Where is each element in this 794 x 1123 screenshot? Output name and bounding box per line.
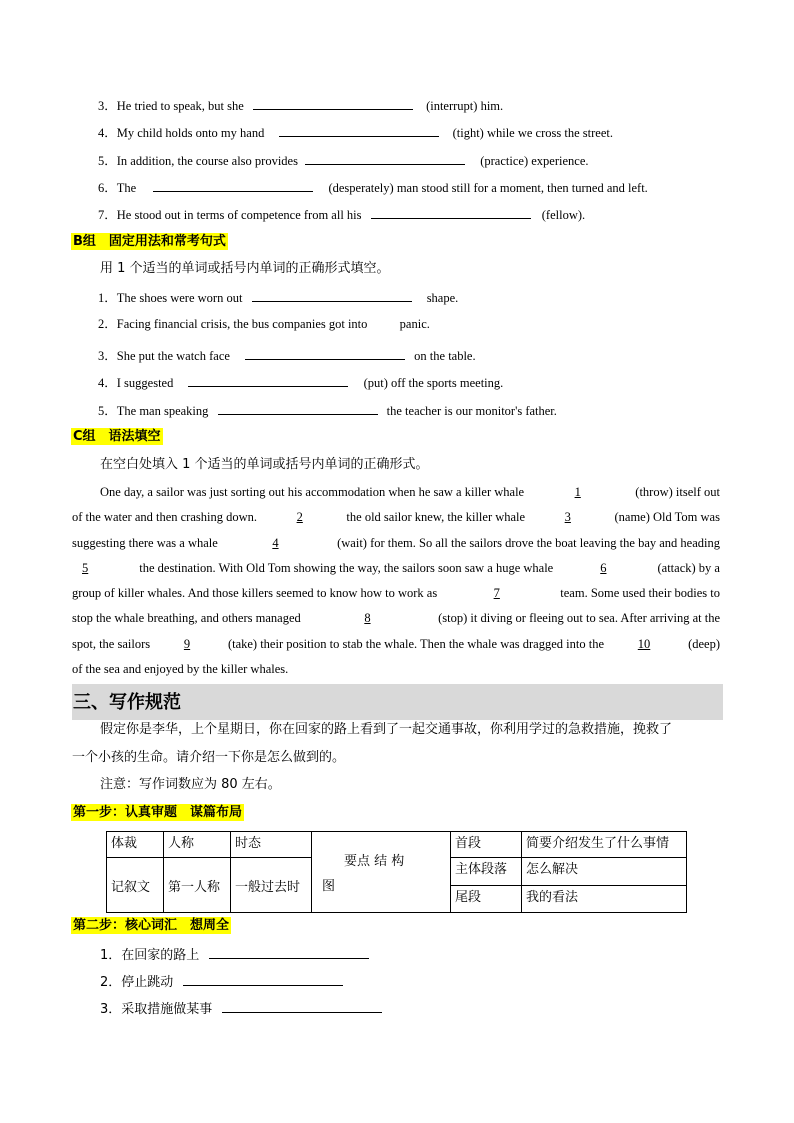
cloze-blank-number[interactable]: 6 — [600, 560, 607, 575]
cloze-text: group of killer whales. And those killers seemed to know how to work as — [72, 586, 438, 601]
item-number: 7． — [98, 208, 117, 222]
answer-blank[interactable] — [153, 179, 313, 192]
item-text: He stood out in terms of competence from all his — [116, 208, 362, 222]
body-paragraph-content: 怎么解决 — [522, 858, 687, 886]
item-hint: shape. — [426, 291, 459, 305]
item-text: My child holds onto my hand — [116, 126, 265, 140]
item-text: She put the watch face — [116, 349, 230, 363]
item-text: In addition, the course also provides — [116, 154, 298, 168]
exercise-b-item-4 — [98, 374, 503, 391]
cloze-blank-number[interactable]: 2 — [296, 510, 303, 525]
exercise-a-item-5 — [98, 152, 589, 169]
cloze-text: spot, the sailors — [72, 636, 151, 651]
vocab-text: 停止跳动 — [121, 975, 174, 990]
item-number: 5． — [98, 154, 117, 168]
item-hint: panic. — [399, 317, 430, 331]
structure-label: 要点 结 构 — [344, 854, 405, 869]
tense-header: 时态 — [231, 832, 312, 858]
exercise-a-item-3 — [98, 97, 503, 114]
item-hint: (tight) while we cross the street. — [452, 126, 613, 140]
item-text: The man speaking — [116, 404, 209, 418]
vocab-item-1 — [100, 946, 369, 964]
item-hint: on the table. — [414, 349, 476, 363]
cloze-text: of the sea and enjoyed by the killer whales. — [72, 662, 289, 677]
item-hint: (desperately) man stood still for a moment, then turned and left. — [328, 181, 648, 195]
cloze-text: stop the whale breathing, and others managed — [72, 611, 301, 626]
tense-value: 一般过去时 — [231, 858, 312, 913]
cloze-line — [72, 581, 720, 606]
answer-blank[interactable] — [222, 1000, 382, 1013]
group-b-instruction: 用 1 个适当的单词或括号内单词的正确形式填空。 — [100, 261, 390, 276]
cloze-line — [72, 531, 720, 556]
cloze-text: (wait) for them. So all the sailors drove the boat leaving the bay and heading — [337, 535, 720, 550]
cloze-text: team. Some used their bodies to — [560, 586, 720, 601]
exercise-b-item-5 — [98, 402, 557, 419]
cloze-line — [72, 480, 720, 505]
person-value: 第一人称 — [164, 858, 231, 913]
section-title: 三、写作规范 — [73, 692, 181, 713]
item-number: 2． — [100, 975, 122, 990]
cloze-text: (deep) — [688, 636, 720, 651]
cloze-text: (take) their position to stab the whale. Then the whale was dragged into the — [227, 636, 604, 651]
exercise-a-item-4 — [98, 124, 613, 141]
person-header: 人称 — [164, 832, 231, 858]
cloze-text: suggesting there was a whale — [72, 535, 218, 550]
step-2-heading: 第二步：核心词汇 想周全 — [73, 918, 230, 933]
exercise-b-item-1 — [98, 289, 458, 306]
cloze-line — [72, 606, 720, 631]
first-paragraph-content: 简要介绍发生了什么事情 — [522, 832, 687, 858]
writing-prompt-line-2: 一个小孩的生命。请介绍一下你是怎么做到的。 — [72, 750, 346, 765]
cloze-text: (attack) by a — [657, 560, 720, 575]
item-number: 2． — [98, 317, 117, 331]
structure-table — [106, 831, 687, 913]
step-1-heading: 第一步：认真审题 谋篇布局 — [73, 805, 243, 820]
item-hint: the teacher is our monitor's father. — [386, 404, 557, 418]
group-c-heading: C组 语法填空 — [73, 429, 161, 444]
body-paragraph-label: 主体段落 — [451, 858, 522, 886]
answer-blank[interactable] — [188, 374, 348, 387]
answer-blank[interactable] — [371, 206, 531, 219]
answer-blank[interactable] — [245, 347, 405, 360]
cloze-blank-number[interactable]: 1 — [574, 485, 581, 499]
item-number: 1． — [98, 291, 117, 305]
cloze-text: (name) Old Tom was — [614, 510, 720, 525]
genre-value: 记叙文 — [107, 858, 164, 913]
item-text: He tried to speak, but she — [116, 99, 244, 113]
answer-blank[interactable] — [305, 152, 465, 165]
cloze-text: of the water and then crashing down. — [72, 510, 258, 525]
item-text: The — [116, 181, 137, 195]
item-number: 4． — [98, 376, 117, 390]
item-text: I suggested — [116, 376, 174, 390]
cloze-line — [72, 632, 720, 657]
genre-header: 体裁 — [107, 832, 164, 858]
last-paragraph-content: 我的看法 — [522, 886, 687, 913]
item-number: 5． — [98, 404, 117, 418]
item-text: Facing financial crisis, the bus companies got into — [116, 317, 368, 331]
cloze-line — [72, 556, 720, 581]
cloze-blank-number[interactable]: 8 — [364, 611, 371, 626]
exercise-b-item-3 — [98, 347, 476, 364]
answer-blank[interactable] — [218, 402, 378, 415]
answer-blank[interactable] — [209, 946, 369, 959]
cloze-line — [72, 657, 720, 682]
cloze-blank-number[interactable]: 9 — [183, 636, 191, 651]
exercise-a-item-7 — [98, 206, 585, 223]
vocab-text: 在回家的路上 — [121, 948, 200, 963]
cloze-blank-number[interactable]: 10 — [637, 636, 651, 651]
cloze-blank-number[interactable]: 5 — [82, 560, 89, 575]
cloze-text: One day, a sailor was just sorting out his accommodation when he saw a killer whale — [100, 485, 525, 499]
cloze-text: (stop) it diving or fleeing out to sea. After arriving at the — [438, 611, 720, 626]
structure-label-cell — [312, 832, 451, 913]
vocab-text: 采取措施做某事 — [121, 1002, 213, 1017]
exercise-a-item-6 — [98, 179, 648, 196]
item-text: The shoes were worn out — [116, 291, 243, 305]
group-c-instruction: 在空白处填入 1 个适当的单词或括号内单词的正确形式。 — [100, 457, 429, 472]
answer-blank[interactable] — [279, 124, 439, 137]
group-b-heading: B组 固定用法和常考句式 — [73, 234, 226, 249]
first-paragraph-label: 首段 — [451, 832, 522, 858]
last-paragraph-label: 尾段 — [451, 886, 522, 913]
item-number: 1． — [100, 948, 122, 963]
item-hint: (fellow). — [541, 208, 586, 222]
answer-blank[interactable] — [183, 973, 343, 986]
item-hint: (put) off the sports meeting. — [363, 376, 504, 390]
cloze-passage — [72, 480, 720, 682]
item-hint: (practice) experience. — [480, 154, 589, 168]
cloze-blank-number[interactable]: 7 — [493, 586, 500, 601]
writing-prompt-line-1: 假定你是李华，上个星期日，你在回家的路上看到了一起交通事故，你利用学过的急救措施，挽救了 — [100, 722, 673, 737]
item-number: 3． — [100, 1002, 122, 1017]
item-hint: (interrupt) him. — [426, 99, 504, 113]
exercise-b-item-2 — [98, 316, 430, 332]
cloze-line — [72, 505, 720, 530]
answer-blank[interactable] — [252, 289, 412, 302]
cloze-text: the old sailor knew, the killer whale — [346, 510, 526, 525]
item-number: 3． — [98, 349, 117, 363]
cloze-blank-number[interactable]: 3 — [564, 510, 571, 525]
vocab-item-3 — [100, 1000, 382, 1018]
cloze-text: (throw) itself out — [635, 485, 720, 499]
item-number: 3． — [98, 99, 117, 113]
answer-blank[interactable] — [253, 97, 413, 110]
item-number: 6． — [98, 181, 117, 195]
cloze-blank-number[interactable]: 4 — [272, 535, 279, 550]
cloze-text: the destination. With Old Tom showing the way, the sailors soon saw a huge whale — [139, 560, 554, 575]
word-count-note: 注意：写作词数应为 80 左右。 — [100, 777, 281, 792]
structure-label-2: 图 — [322, 879, 336, 894]
item-number: 4． — [98, 126, 117, 140]
vocab-item-2 — [100, 973, 343, 991]
